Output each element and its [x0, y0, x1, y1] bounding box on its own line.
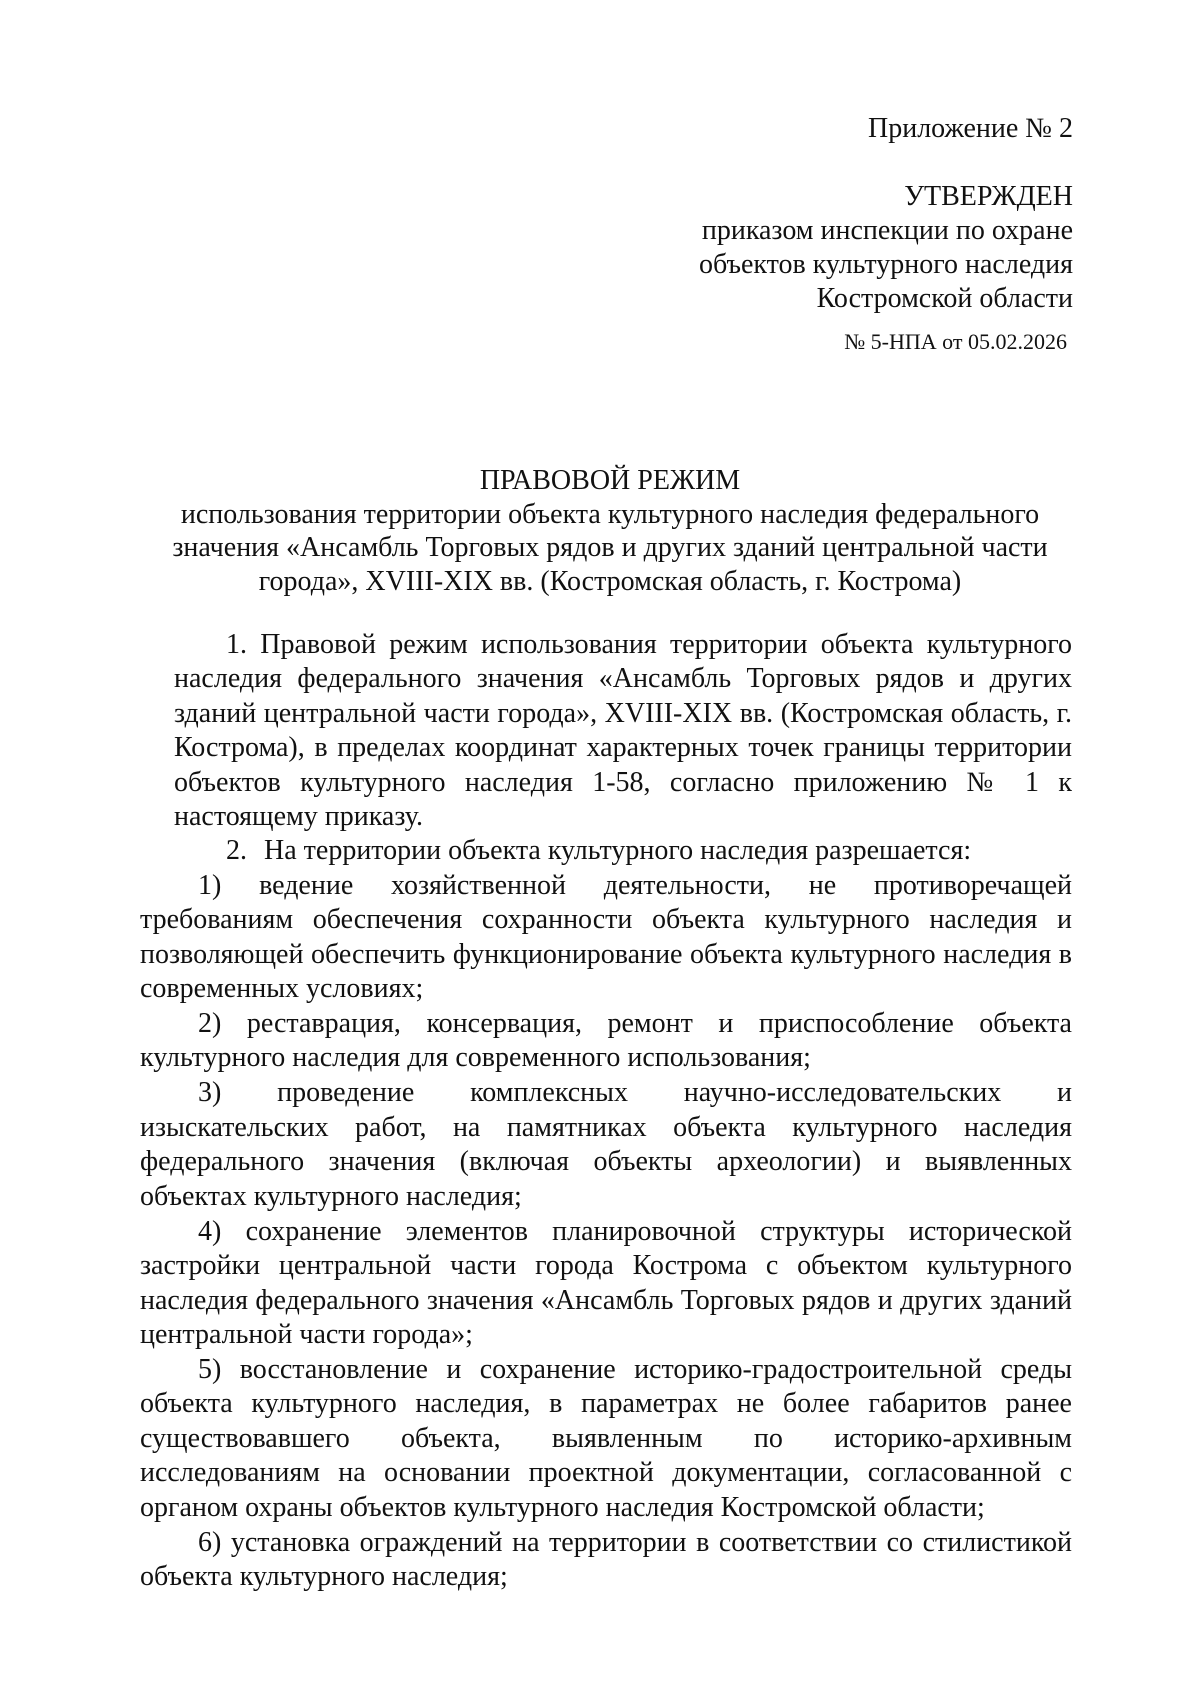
list-item-4: 4) сохранение элементов планировочной структуры исторической застройки центральной части города Кострома с объектом культурного наследия федерального значения «Ансамбль Торговых рядов и других зданий центральной части города»;	[140, 1215, 1072, 1350]
approval-stamp-block	[699, 180, 1073, 316]
list-item-1: 1) ведение хозяйственной деятельности, не противоречащей требованиям обеспечения сохранности объекта культурного наследия и позволяющей обеспечить функционирование объекта культурного наследия в современных условиях;	[140, 869, 1072, 1005]
title-heading: ПРАВОВОЙ РЕЖИМ	[479, 465, 741, 496]
list-item-6: 6) установка ограждений на территории в соответствии со стилистикой объекта культурного наследия;	[140, 1526, 1072, 1592]
approved-by-line: Костромской области	[816, 283, 1073, 314]
paragraph-2-text: На территории объекта культурного наследия разрешается:	[264, 835, 972, 867]
title-line: использования территории объекта культурного наследия федерального	[180, 498, 1040, 530]
list-item-3: 3) проведение комплексных научно-исследовательских и изыскательских работ, на памятниках объекта культурного наследия федерального значения (включая объекты археологии) и выявленных объектах культурного наследия;	[140, 1077, 1072, 1212]
document-body	[140, 628, 1072, 1594]
document-title	[140, 464, 1080, 598]
appendix-label: Приложение № 2	[868, 113, 1073, 144]
title-line: города», XVIII-XIX вв. (Костромская область, г. Кострома)	[258, 565, 962, 597]
paragraph-1: 1. Правовой режим использования территории объекта культурного наследия федерального значения «Ансамбль Торговых рядов и других зданий центральной части города», XVIII-XIX вв. (Костромская область, г. Кострома), в пределах координат характерных точек границы территории объектов культурного наследия 1-58, согласно приложению № 1 к настоящему приказу.	[174, 629, 1072, 833]
paragraph-2	[140, 834, 1072, 868]
title-line: значения «Ансамбль Торговых рядов и других зданий центральной части	[172, 532, 1048, 563]
approved-by-line: приказом инспекции по охране	[701, 215, 1073, 246]
approved-label: УТВЕРЖДЕН	[904, 181, 1073, 212]
list-item-2: 2) реставрация, консервация, ремонт и приспособление объекта культурного наследия для современного использования;	[140, 1008, 1072, 1074]
list-item-5: 5) восстановление и сохранение историко-градостроительной среды объекта культурного наследия, в параметрах не более габаритов ранее существовавшего объекта, выявленным по историко-архивным исследованиям на основании проектной документации, согласованной с органом охраны объектов культурного наследия Костромской области;	[140, 1353, 1072, 1523]
approved-by-line: объектов культурного наследия	[698, 249, 1073, 280]
order-number: № 5-НПА от 05.02.2026	[844, 329, 1067, 354]
paragraph-2-number: 2.	[226, 835, 247, 867]
